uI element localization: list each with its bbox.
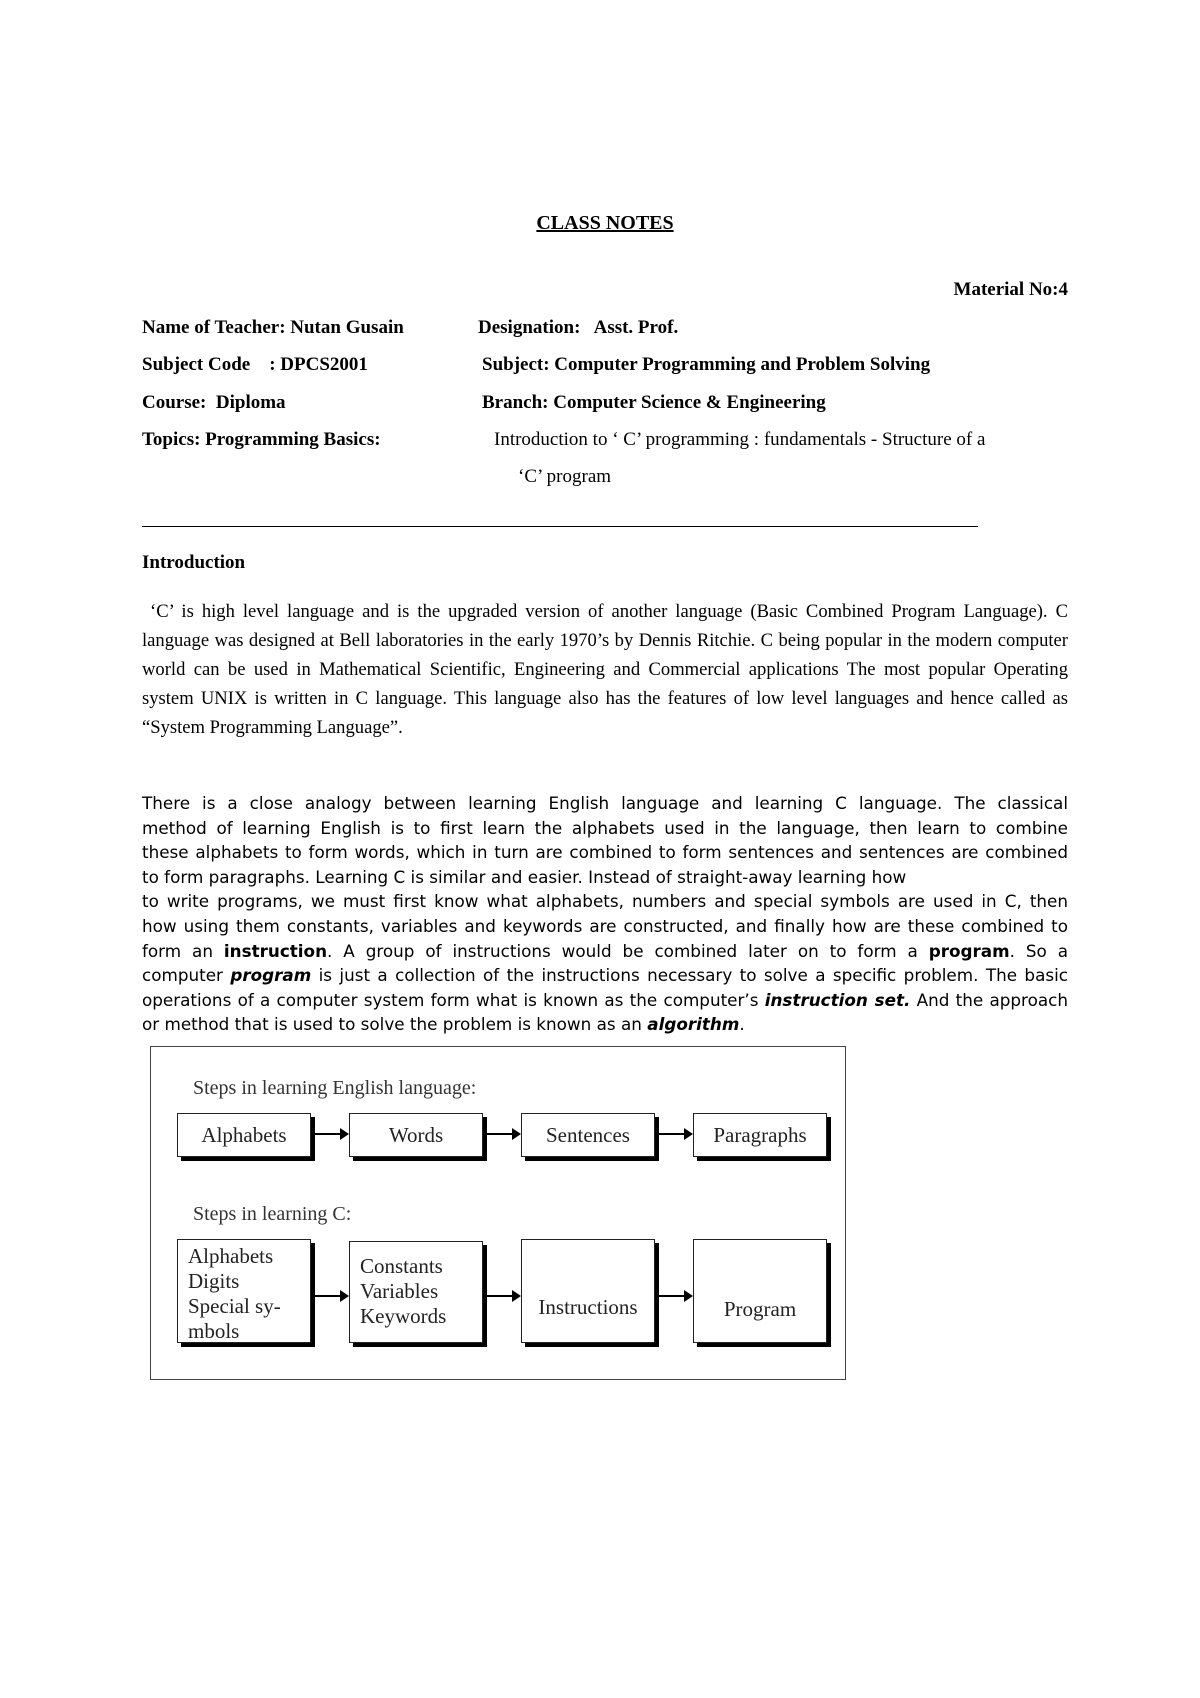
intro-paragraph: ‘C’ is high level language and is the upgraded version of another language (Basic Combined Program Language). C language was designed at Bell laboratories in the early 1970’s by Dennis Ritchie. C being popular in the modern computer world can be used in Mathematical Scientific, Engineering and Commercial applications The most popular Operating system UNIX is written in C language. This language also has the features of low level languages and hence called as “System Programming Language”.	[142, 601, 1073, 738]
term-algorithm: algorithm	[647, 1014, 740, 1035]
english-step-box: Alphabets	[177, 1113, 311, 1157]
text-run: . A group of instructions would be combined later on to form a	[327, 940, 929, 961]
arrow-icon	[485, 1295, 519, 1297]
c-step-box-instructions: Instructions	[521, 1239, 655, 1343]
term-instruction-set: instruction set.	[764, 989, 911, 1010]
text-run: . So a	[1009, 940, 1068, 961]
box-line: Variables	[360, 1279, 439, 1303]
box-line: Alphabets	[188, 1244, 274, 1268]
box-line: Keywords	[360, 1304, 447, 1328]
topics-value-line2: ‘C’ program	[518, 466, 612, 487]
term-program-italic: program	[230, 965, 312, 986]
designation: Designation: Asst. Prof.	[478, 317, 679, 338]
text-run: And the approach	[910, 989, 1069, 1010]
box-line: Constants	[360, 1254, 443, 1278]
para-line	[142, 939, 1068, 964]
learning-steps-diagram	[150, 1046, 846, 1380]
intro-heading: Introduction	[142, 552, 246, 573]
c-step-box-words	[349, 1241, 483, 1343]
text-run: computer	[142, 965, 231, 986]
text-run: .	[739, 1014, 745, 1035]
page-title: CLASS NOTES	[536, 212, 674, 234]
para-line	[142, 1012, 1068, 1037]
para-line: method of learning English is to first learn the alphabets used in the language, then learn to combine	[142, 817, 1068, 838]
arrow-icon	[657, 1133, 691, 1135]
separator-line	[142, 526, 978, 527]
para-line	[142, 988, 1068, 1013]
text-run: is just a collection of the instructions necessary to solve a specific problem. The basic	[311, 965, 1068, 986]
box-line: mbols	[188, 1319, 240, 1343]
topics-label: Topics: Programming Basics:	[142, 429, 381, 450]
c-step-box-chars	[177, 1239, 311, 1343]
english-step-box: Paragraphs	[693, 1113, 827, 1157]
course: Course: Diploma	[142, 392, 286, 413]
para-line: to write programs, we must first know what alphabets, numbers and special symbols are used in C, then	[142, 891, 1068, 912]
material-number: Material No:4	[953, 279, 1068, 300]
english-step-box: Sentences	[521, 1113, 655, 1157]
para-line: how using them constants, variables and keywords are constructed, and finally how are these combined to	[142, 915, 1068, 936]
term-instruction: instruction	[223, 940, 328, 961]
para-line: There is a close analogy between learning English language and learning C language. The classical	[142, 793, 1068, 813]
term-program: program	[928, 940, 1010, 961]
analogy-paragraph	[142, 791, 1068, 1037]
c-steps-label: Steps in learning C:	[193, 1203, 352, 1225]
teacher-name: Name of Teacher: Nutan Gusain	[142, 317, 404, 338]
c-step-box-program: Program	[693, 1239, 827, 1343]
para-line: to form paragraphs. Learning C is similar and easier. Instead of straight-away learning how	[142, 866, 907, 887]
branch: Branch: Computer Science & Engineering	[482, 392, 826, 413]
subject: Subject: Computer Programming and Problem Solving	[482, 354, 931, 375]
para-line: these alphabets to form words, which in turn are combined to form sentences and sentences are combined	[142, 842, 1068, 863]
box-line: Digits	[188, 1269, 240, 1293]
text-run: or method that is used to solve the problem is known as an	[142, 1014, 648, 1035]
subject-code: Subject Code : DPCS2001	[142, 354, 368, 375]
english-step-box: Words	[349, 1113, 483, 1157]
english-steps-label: Steps in learning English language:	[193, 1077, 477, 1099]
arrow-icon	[485, 1133, 519, 1135]
arrow-icon	[657, 1295, 691, 1297]
topics-value-line1: Introduction to ‘ C’ programming : fundamentals - Structure of a	[494, 429, 986, 450]
para-line	[142, 963, 1068, 988]
text-run: operations of a computer system form what is known as the computer’s	[142, 989, 765, 1010]
arrow-icon	[313, 1295, 347, 1297]
box-line: Special sy-	[188, 1294, 281, 1318]
text-run: form an	[142, 940, 224, 961]
arrow-icon	[313, 1133, 347, 1135]
